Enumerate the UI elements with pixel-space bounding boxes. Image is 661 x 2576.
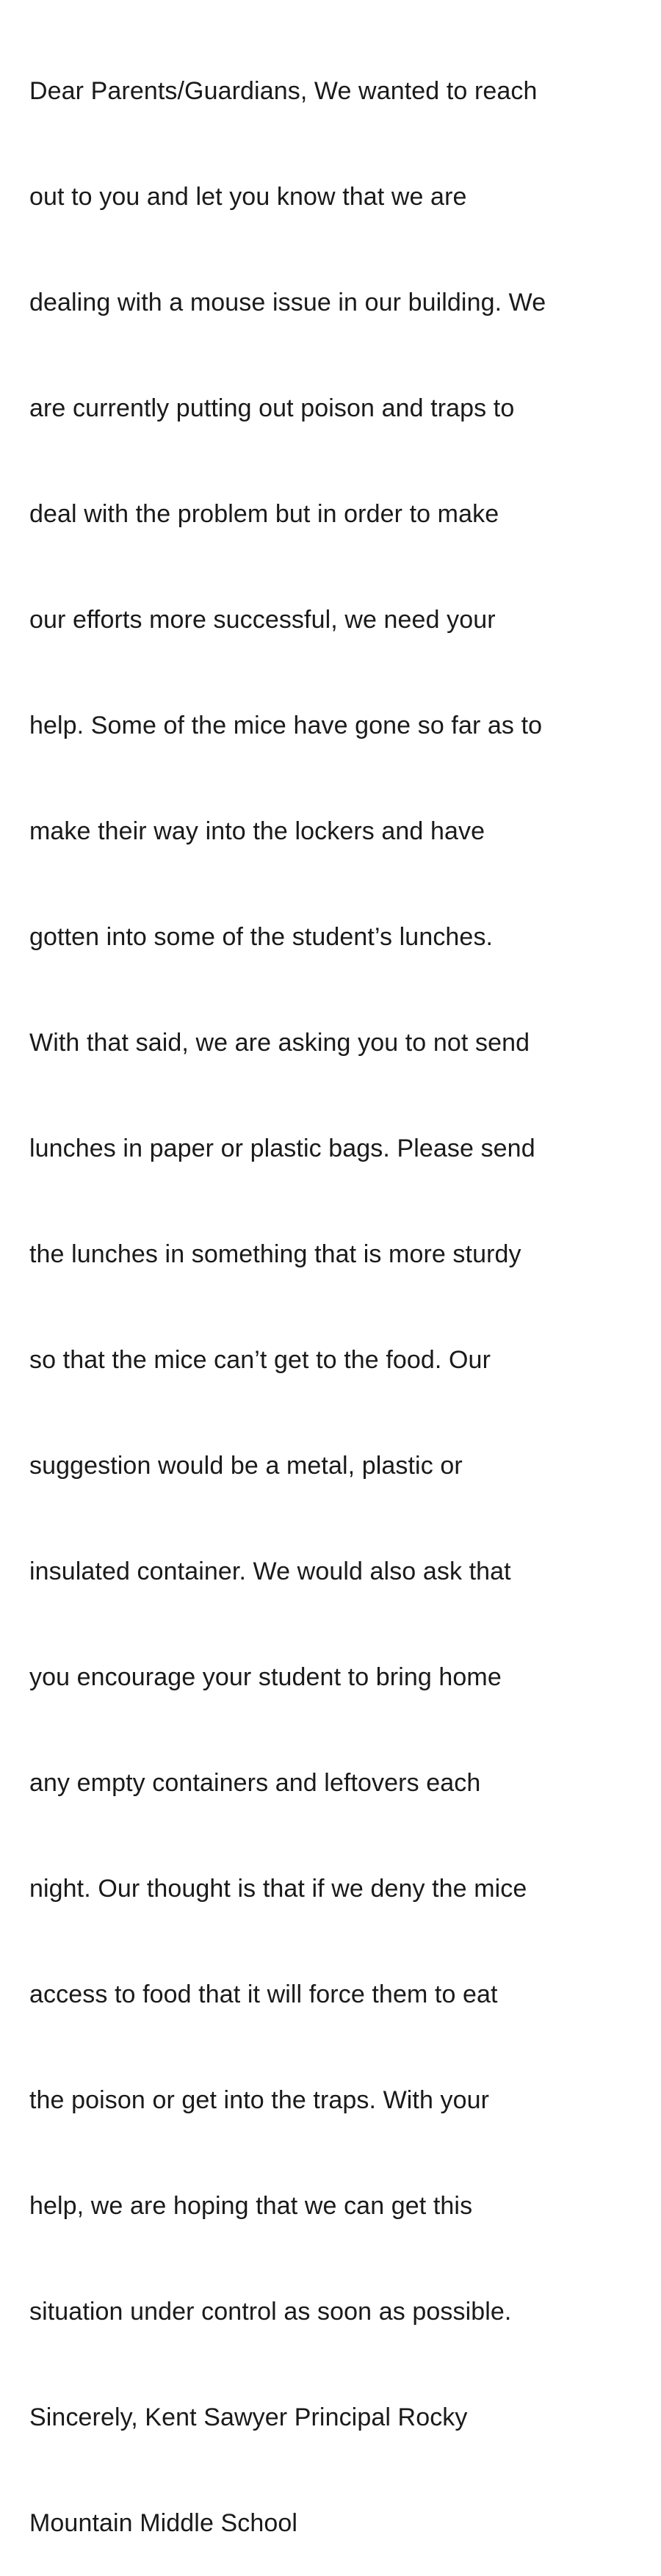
letter-line: gotten into some of the student’s lunches. <box>29 923 494 951</box>
letter-line: you encourage your student to bring home <box>29 1663 502 1691</box>
letter-line: out to you and let you know that we are <box>29 183 467 211</box>
letter-line: night. Our thought is that if we deny the mice <box>29 1875 527 1903</box>
letter-line: suggestion would be a metal, plastic or <box>29 1452 463 1480</box>
letter-line: any empty containers and leftovers each <box>29 1769 481 1797</box>
letter-line: deal with the problem but in order to make <box>29 500 499 528</box>
letter-line: dealing with a mouse issue in our building. We <box>29 289 546 316</box>
letter-body <box>29 3 646 2576</box>
letter-line: the lunches in something that is more sturdy <box>29 1240 521 1268</box>
letter-line: are currently putting out poison and traps to <box>29 394 515 422</box>
letter-line: our efforts more successful, we need your <box>29 606 496 634</box>
letter-line: With that said, we are asking you to not send <box>29 1029 530 1057</box>
letter-signature-line: Sincerely, Kent Sawyer Principal Rocky <box>29 2403 468 2431</box>
letter-line: Dear Parents/Guardians, We wanted to reach <box>29 77 538 105</box>
letter-line: insulated container. We would also ask that <box>29 1557 511 1585</box>
letter-line: situation under control as soon as possible. <box>29 2298 512 2326</box>
letter-line: help. Some of the mice have gone so far as to <box>29 712 543 739</box>
letter-line: make their way into the lockers and have <box>29 817 485 845</box>
letter-line: access to food that it will force them to eat <box>29 1980 498 2008</box>
letter-line: so that the mice can’t get to the food. Our <box>29 1346 491 1374</box>
letter-line: the poison or get into the traps. With your <box>29 2086 490 2114</box>
letter-line: help, we are hoping that we can get this <box>29 2192 473 2220</box>
letter-signature-line: Mountain Middle School <box>29 2509 298 2537</box>
letter-line: lunches in paper or plastic bags. Please send <box>29 1135 535 1162</box>
